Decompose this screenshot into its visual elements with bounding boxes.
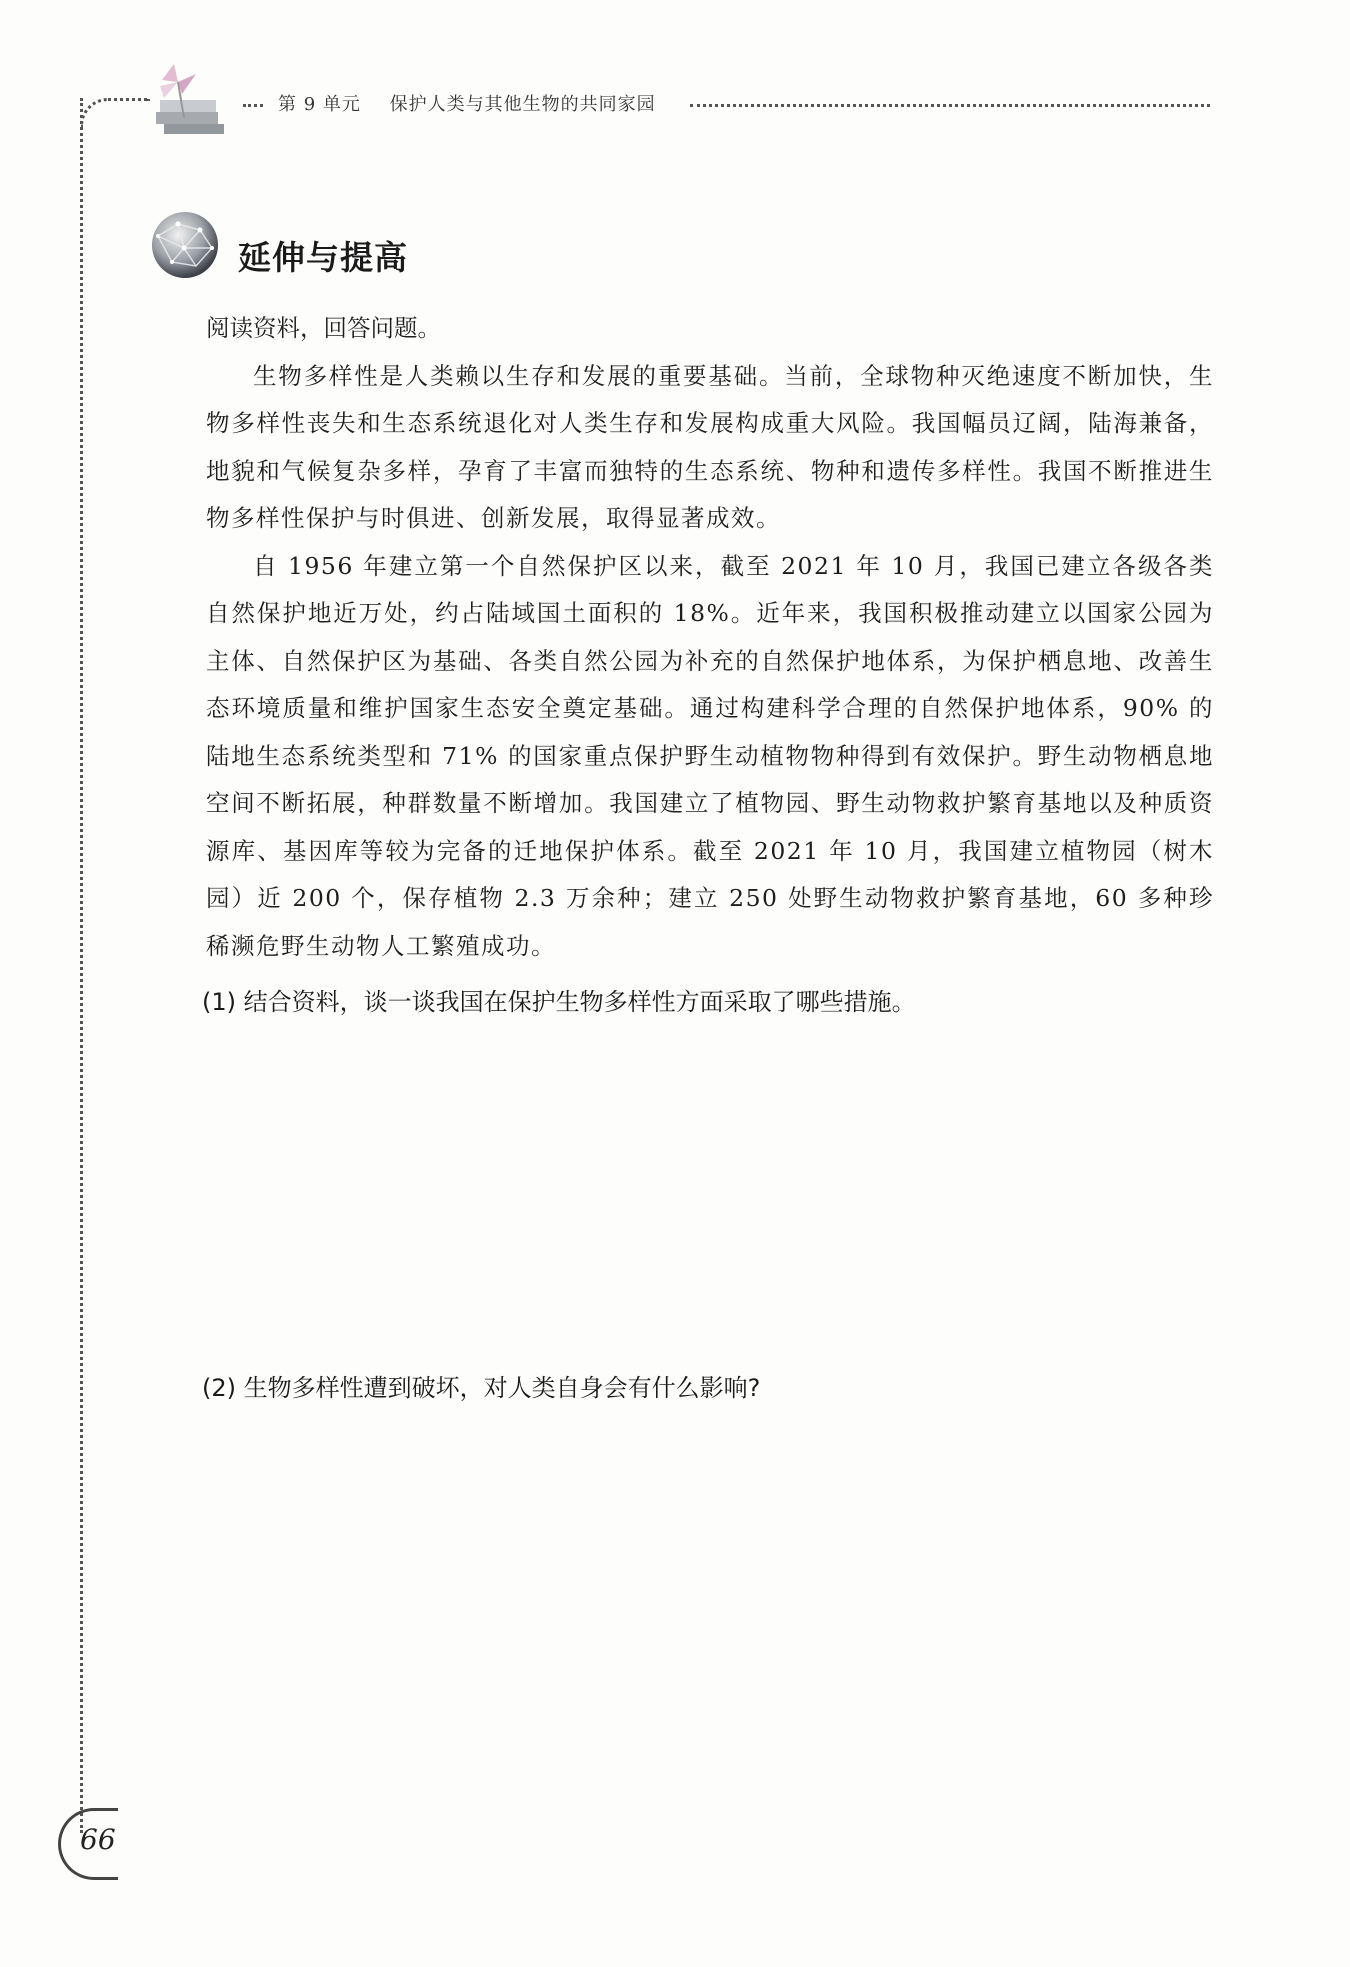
reading-material: [206, 305, 1214, 970]
page-frame-border: [80, 98, 86, 1833]
running-header: [278, 90, 656, 116]
paragraph-1: 生物多样性是人类赖以生存和发展的重要基础。当前，全球物种灭绝速度不断加快，生物多样性丧失和生态系统退化对人类生存和发展构成重大风险。我国幅员辽阔，陆海兼备，地貌和气候复杂多样，孕育了丰富而独特的生态系统、物种和遗传多样性。我国不断推进生物多样性保护与时俱进、创新发展，取得显著成效。: [206, 361, 1214, 532]
header-dotted-rule-left: [243, 104, 263, 107]
paragraph-2: 自 1956 年建立第一个自然保护区以来，截至 2021 年 10 月，我国已建立各级各类自然保护地近万处，约占陆域国土面积的 18%。近年来，我国积极推动建立以国家公园为主体、自然保护区为基础、各类自然公园为补充的自然保护地体系，为保护栖息地、改善生态环境质量和维护国家生态安全奠定基础。通过构建科学合理的自然保护地体系，90% 的陆地生态系统类型和 71% 的国家重点保护野生动植物物种得到有效保护。野生动物栖息地空间不断拓展，种群数量不断增加。我国建立了植物园、野生动物救护繁育基地以及种质资源库、基因库等较为完备的迁地保护体系。截至 2021 年 10 月，我国建立植物园（树木园）近 200 个，保存植物 2.3 万余种；建立 250 处野生动物救护繁育基地，60 多种珍稀濒危野生动物人工繁殖成功。: [206, 551, 1214, 960]
unit-label: 第 9 单元: [278, 94, 361, 115]
question-1: (1) 结合资料，谈一谈我国在保护生物多样性方面采取了哪些措施。: [202, 988, 916, 1016]
unit-title: 保护人类与其他生物的共同家园: [389, 94, 656, 115]
instruction-text: 阅读资料，回答问题。: [206, 314, 441, 342]
section-title: 延伸与提高: [238, 238, 408, 277]
header-dotted-rule-right: [690, 104, 1210, 107]
books-pinwheel-icon: [138, 60, 238, 150]
globe-icon: [148, 208, 222, 282]
question-2: (2) 生物多样性遭到破坏，对人类自身会有什么影响?: [202, 1374, 761, 1402]
page-number: 66: [80, 1823, 116, 1856]
